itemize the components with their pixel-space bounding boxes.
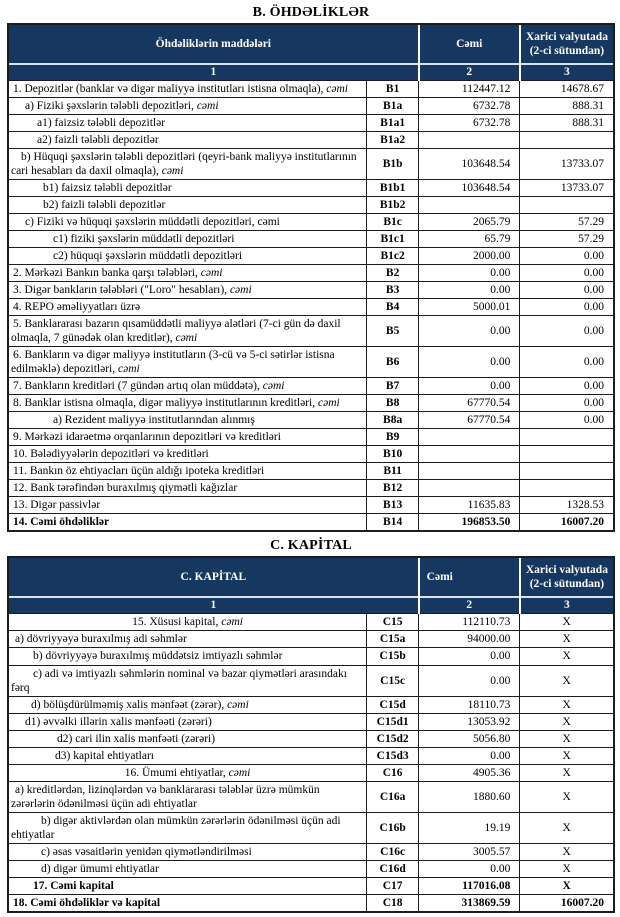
col-header-items: C. KAPİTAL bbox=[9, 558, 419, 597]
table-row bbox=[9, 299, 613, 316]
table-row bbox=[9, 197, 613, 214]
row-total-value: 0.00 bbox=[419, 378, 520, 395]
table-row bbox=[9, 497, 613, 514]
row-total-value: 0.00 bbox=[419, 316, 520, 347]
row-label: 13. Digər passivlər bbox=[9, 497, 367, 514]
capital-table bbox=[9, 558, 613, 910]
capital-table-wrap bbox=[7, 556, 615, 912]
table-row bbox=[9, 463, 613, 480]
table-row bbox=[9, 265, 613, 282]
row-label: c1) fiziki şəxslərin müddətli depozitləri bbox=[9, 231, 367, 248]
row-foreign-currency-value: 0.00 bbox=[520, 265, 613, 282]
row-code: B1 bbox=[367, 81, 419, 98]
row-label: d2) cari ilin xalis mənfəəti (zərəri) bbox=[9, 730, 367, 747]
row-label: b) Hüquqi şəxslərin tələbli depozitləri (qeyri-bank maliyyə institutlarının cari hesabları da daxil olmaqla), cəmi bbox=[9, 149, 367, 180]
row-total-value: 103648.54 bbox=[419, 180, 520, 197]
table-row bbox=[9, 412, 613, 429]
row-foreign-currency-value: 16007.20 bbox=[520, 514, 613, 531]
row-code: C16c bbox=[367, 843, 419, 860]
table-row bbox=[9, 480, 613, 497]
row-total-value: 5000.01 bbox=[419, 299, 520, 316]
row-total-value: 65.79 bbox=[419, 231, 520, 248]
row-code: B1b2 bbox=[367, 197, 419, 214]
row-label: 5. Banklararası bazarın qısamüddətli maliyyə alətləri (7-ci gün də daxil olmaqla, 7 günədək olan kreditlər), cəmi bbox=[9, 316, 367, 347]
row-code: B8 bbox=[367, 395, 419, 412]
row-foreign-currency-value: 888.31 bbox=[520, 98, 613, 115]
col-header-foreign: Xarici valyutada (2-ci sütundan) bbox=[520, 25, 613, 64]
table-row bbox=[9, 730, 613, 747]
table-row bbox=[9, 446, 613, 463]
row-foreign-currency-value: 57.29 bbox=[520, 231, 613, 248]
row-code: B1c1 bbox=[367, 231, 419, 248]
header-row bbox=[9, 25, 613, 64]
row-foreign-currency-value: 0.00 bbox=[520, 347, 613, 378]
row-label: a2) faizli tələbli depozitlər bbox=[9, 132, 367, 149]
table-row bbox=[9, 696, 613, 713]
row-code: B5 bbox=[367, 316, 419, 347]
row-label: 18. Cəmi öhdəliklər və kapital bbox=[9, 894, 367, 911]
table-row bbox=[9, 894, 613, 911]
row-code: B14 bbox=[367, 514, 419, 531]
row-total-value: 4905.36 bbox=[419, 764, 520, 781]
row-foreign-currency-value: X bbox=[520, 631, 613, 648]
table-row bbox=[9, 132, 613, 149]
row-label: d) bölüşdürülməmiş xalis mənfəət (zərər), cəmi bbox=[9, 696, 367, 713]
row-label: 15. Xüsusi kapital, cəmi bbox=[9, 614, 367, 631]
row-code: C15c bbox=[367, 665, 419, 696]
row-label: d3) kapital ehtiyatları bbox=[9, 747, 367, 764]
row-total-value: 0.00 bbox=[419, 282, 520, 299]
table-row bbox=[9, 98, 613, 115]
col-header-total: Cəmi bbox=[419, 25, 520, 64]
row-foreign-currency-value: 14678.67 bbox=[520, 81, 613, 98]
row-total-value: 6732.78 bbox=[419, 115, 520, 132]
table-row bbox=[9, 860, 613, 877]
table-row bbox=[9, 316, 613, 347]
table-row bbox=[9, 843, 613, 860]
row-label: 12. Bank tərəfindən buraxılmış qiymətli kağızlar bbox=[9, 480, 367, 497]
row-total-value: 117016.08 bbox=[419, 877, 520, 894]
row-total-value: 67770.54 bbox=[419, 412, 520, 429]
row-code: C16b bbox=[367, 812, 419, 843]
row-total-value bbox=[419, 197, 520, 214]
row-code: C15d bbox=[367, 696, 419, 713]
row-label: 14. Cəmi öhdəliklər bbox=[9, 514, 367, 531]
row-total-value: 13053.92 bbox=[419, 713, 520, 730]
col-header-items: Öhdəliklərin maddələri bbox=[9, 25, 419, 64]
row-label: a) Fiziki şəxslərin tələbli depozitləri, cəmi bbox=[9, 98, 367, 115]
row-label: 6. Bankların və digər maliyyə institutların (3-cü və 5-ci sətirlər istisna edilməklə) depozitləri, cəmi bbox=[9, 347, 367, 378]
row-label: 8. Banklar istisna olmaqla, digər maliyyə institutlarının kreditləri, cəmi bbox=[9, 395, 367, 412]
row-label: 2. Mərkəzi Bankın banka qarşı tələbləri, cəmi bbox=[9, 265, 367, 282]
table-row bbox=[9, 214, 613, 231]
capital-table-body bbox=[9, 614, 613, 911]
table-row bbox=[9, 648, 613, 665]
row-total-value bbox=[419, 480, 520, 497]
row-foreign-currency-value: 0.00 bbox=[520, 248, 613, 265]
col-number-2: 2 bbox=[419, 597, 520, 614]
table-row bbox=[9, 180, 613, 197]
row-label: b) digər aktivlərdən olan mümkün zərərlərin ödənilməsi üçün adi ehtiyatlar bbox=[9, 812, 367, 843]
row-foreign-currency-value bbox=[520, 463, 613, 480]
row-total-value bbox=[419, 429, 520, 446]
table-row bbox=[9, 812, 613, 843]
row-total-value: 0.00 bbox=[419, 648, 520, 665]
row-code: B7 bbox=[367, 378, 419, 395]
table-row bbox=[9, 378, 613, 395]
table-row bbox=[9, 631, 613, 648]
row-foreign-currency-value bbox=[520, 132, 613, 149]
row-code: C15b bbox=[367, 648, 419, 665]
row-total-value: 19.19 bbox=[419, 812, 520, 843]
col-number-3: 3 bbox=[520, 597, 613, 614]
col-number-2: 2 bbox=[419, 64, 520, 81]
row-foreign-currency-value: 888.31 bbox=[520, 115, 613, 132]
row-label: d) digər ümumi ehtiyatlar bbox=[9, 860, 367, 877]
capital-table-header bbox=[9, 558, 613, 614]
table-row bbox=[9, 115, 613, 132]
row-label: a) Rezident maliyyə institutlarından alınmış bbox=[9, 412, 367, 429]
row-foreign-currency-value: 57.29 bbox=[520, 214, 613, 231]
row-foreign-currency-value: X bbox=[520, 665, 613, 696]
row-code: C15d2 bbox=[367, 730, 419, 747]
row-code: C15d3 bbox=[367, 747, 419, 764]
row-code: B2 bbox=[367, 265, 419, 282]
table-row bbox=[9, 231, 613, 248]
row-code: B13 bbox=[367, 497, 419, 514]
row-foreign-currency-value bbox=[520, 480, 613, 497]
row-foreign-currency-value: X bbox=[520, 812, 613, 843]
row-code: B9 bbox=[367, 429, 419, 446]
table-row bbox=[9, 347, 613, 378]
row-total-value: 103648.54 bbox=[419, 149, 520, 180]
row-label: c) adi və imtiyazlı səhmlərin nominal və bazar qiymətləri arasındakı fərq bbox=[9, 665, 367, 696]
row-foreign-currency-value: 0.00 bbox=[520, 316, 613, 347]
liabilities-table bbox=[9, 25, 613, 530]
row-foreign-currency-value: X bbox=[520, 713, 613, 730]
row-total-value bbox=[419, 132, 520, 149]
row-total-value: 0.00 bbox=[419, 747, 520, 764]
row-foreign-currency-value: 0.00 bbox=[520, 282, 613, 299]
row-total-value: 94000.00 bbox=[419, 631, 520, 648]
row-code: C16d bbox=[367, 860, 419, 877]
col-header-total: Cəmi bbox=[419, 558, 520, 597]
row-code: B10 bbox=[367, 446, 419, 463]
row-label: b) dövriyyəyə buraxılmış müddətsiz imtiyazlı səhmlər bbox=[9, 648, 367, 665]
row-label: c2) hüquqi şəxslərin müddətli depozitləri bbox=[9, 248, 367, 265]
row-label: a) dövriyyəyə buraxılmış adi səhmlər bbox=[9, 631, 367, 648]
table-row bbox=[9, 665, 613, 696]
table-row bbox=[9, 514, 613, 531]
row-total-value: 2000.00 bbox=[419, 248, 520, 265]
table-row bbox=[9, 429, 613, 446]
header-row bbox=[9, 558, 613, 597]
table-row bbox=[9, 713, 613, 730]
table-row bbox=[9, 248, 613, 265]
row-foreign-currency-value: 0.00 bbox=[520, 299, 613, 316]
row-code: B1a2 bbox=[367, 132, 419, 149]
row-total-value: 67770.54 bbox=[419, 395, 520, 412]
row-foreign-currency-value: X bbox=[520, 696, 613, 713]
row-code: C16a bbox=[367, 781, 419, 812]
row-total-value: 0.00 bbox=[419, 860, 520, 877]
row-foreign-currency-value bbox=[520, 197, 613, 214]
row-total-value: 5056.80 bbox=[419, 730, 520, 747]
table-row bbox=[9, 395, 613, 412]
row-code: B1a bbox=[367, 98, 419, 115]
row-label: 10. Bələdiyyələrin depozitləri və kreditləri bbox=[9, 446, 367, 463]
table-row bbox=[9, 877, 613, 894]
row-label: a) kreditlərdən, lizinqlərdən və banklararası tələblər üzrə mümkün zərərlərin ödənilməsi üçün adi ehtiyatlar bbox=[9, 781, 367, 812]
row-foreign-currency-value: X bbox=[520, 614, 613, 631]
row-foreign-currency-value: 16007.20 bbox=[520, 894, 613, 911]
row-code: C15a bbox=[367, 631, 419, 648]
row-foreign-currency-value: X bbox=[520, 730, 613, 747]
row-code: B1a1 bbox=[367, 115, 419, 132]
row-code: B12 bbox=[367, 480, 419, 497]
row-foreign-currency-value: X bbox=[520, 648, 613, 665]
row-label: 3. Digər bankların tələbləri ("Loro" hesabları), cəmi bbox=[9, 282, 367, 299]
row-total-value bbox=[419, 463, 520, 480]
row-code: B1c bbox=[367, 214, 419, 231]
col-number-1: 1 bbox=[9, 597, 419, 614]
row-foreign-currency-value: 0.00 bbox=[520, 412, 613, 429]
row-code: B1c2 bbox=[367, 248, 419, 265]
liabilities-table-body bbox=[9, 81, 613, 531]
row-foreign-currency-value: 13733.07 bbox=[520, 149, 613, 180]
row-label: 11. Bankın öz ehtiyacları üçün aldığı ipoteka kreditləri bbox=[9, 463, 367, 480]
column-number-row bbox=[9, 64, 613, 81]
table-row bbox=[9, 781, 613, 812]
row-total-value bbox=[419, 446, 520, 463]
row-label: 16. Ümumi ehtiyatlar, cəmi bbox=[9, 764, 367, 781]
row-foreign-currency-value: X bbox=[520, 860, 613, 877]
row-total-value: 1880.60 bbox=[419, 781, 520, 812]
table-row bbox=[9, 149, 613, 180]
row-code: B1b bbox=[367, 149, 419, 180]
row-label: a1) faizsiz tələbli depozitlər bbox=[9, 115, 367, 132]
row-label: c) əsas vəsaitlərin yenidən qiymətləndirilməsi bbox=[9, 843, 367, 860]
row-foreign-currency-value: 13733.07 bbox=[520, 180, 613, 197]
row-total-value: 112447.12 bbox=[419, 81, 520, 98]
row-code: B1b1 bbox=[367, 180, 419, 197]
row-total-value: 196853.50 bbox=[419, 514, 520, 531]
row-code: B4 bbox=[367, 299, 419, 316]
row-foreign-currency-value: X bbox=[520, 843, 613, 860]
row-foreign-currency-value: 0.00 bbox=[520, 378, 613, 395]
row-total-value: 11635.83 bbox=[419, 497, 520, 514]
row-code: C18 bbox=[367, 894, 419, 911]
row-code: B3 bbox=[367, 282, 419, 299]
row-foreign-currency-value: 0.00 bbox=[520, 395, 613, 412]
row-total-value: 0.00 bbox=[419, 665, 520, 696]
column-number-row bbox=[9, 597, 613, 614]
section-b-title: B. ÖHDƏLİKLƏR bbox=[252, 5, 370, 20]
row-label: 17. Cəmi kapital bbox=[9, 877, 367, 894]
row-foreign-currency-value: X bbox=[520, 764, 613, 781]
row-total-value: 0.00 bbox=[419, 265, 520, 282]
row-total-value: 313869.59 bbox=[419, 894, 520, 911]
row-code: B11 bbox=[367, 463, 419, 480]
col-number-3: 3 bbox=[520, 64, 613, 81]
row-code: C16 bbox=[367, 764, 419, 781]
section-c-title: C. KAPİTAL bbox=[270, 538, 352, 554]
table-row bbox=[9, 614, 613, 631]
row-foreign-currency-value: X bbox=[520, 781, 613, 812]
row-total-value: 6732.78 bbox=[419, 98, 520, 115]
liabilities-table-wrap bbox=[7, 23, 615, 532]
row-label: c) Fiziki və hüquqi şəxslərin müddətli depozitləri, cəmi bbox=[9, 214, 367, 231]
row-foreign-currency-value: 1328.53 bbox=[520, 497, 613, 514]
table-row bbox=[9, 747, 613, 764]
table-row bbox=[9, 764, 613, 781]
row-foreign-currency-value bbox=[520, 446, 613, 463]
col-header-foreign: Xarici valyutada (2-ci sütundan) bbox=[520, 558, 613, 597]
row-label: 4. REPO əməliyyatları üzrə bbox=[9, 299, 367, 316]
table-row bbox=[9, 282, 613, 299]
liabilities-table-header bbox=[9, 25, 613, 81]
row-code: C17 bbox=[367, 877, 419, 894]
row-foreign-currency-value: X bbox=[520, 877, 613, 894]
row-label: 1. Depozitlər (banklar və digər maliyyə institutları istisna olmaqla), cəmi bbox=[9, 81, 367, 98]
row-code: B6 bbox=[367, 347, 419, 378]
row-label: 7. Bankların kreditləri (7 gündən artıq olan müddətə), cəmi bbox=[9, 378, 367, 395]
col-number-1: 1 bbox=[9, 64, 419, 81]
row-total-value: 112110.73 bbox=[419, 614, 520, 631]
row-total-value: 18110.73 bbox=[419, 696, 520, 713]
row-label: b2) faizli tələbli depozitlər bbox=[9, 197, 367, 214]
row-foreign-currency-value bbox=[520, 429, 613, 446]
row-label: b1) faizsiz tələbli depozitlər bbox=[9, 180, 367, 197]
row-foreign-currency-value: X bbox=[520, 747, 613, 764]
row-total-value: 3005.57 bbox=[419, 843, 520, 860]
row-total-value: 0.00 bbox=[419, 347, 520, 378]
table-row bbox=[9, 81, 613, 98]
row-code: C15d1 bbox=[367, 713, 419, 730]
row-label: 9. Mərkəzi idarəetmə orqanlarının depozitləri və kreditləri bbox=[9, 429, 367, 446]
row-total-value: 2065.79 bbox=[419, 214, 520, 231]
row-code: B8a bbox=[367, 412, 419, 429]
row-code: C15 bbox=[367, 614, 419, 631]
row-label: d1) əvvəlki illərin xalis mənfəəti (zərəri) bbox=[9, 713, 367, 730]
